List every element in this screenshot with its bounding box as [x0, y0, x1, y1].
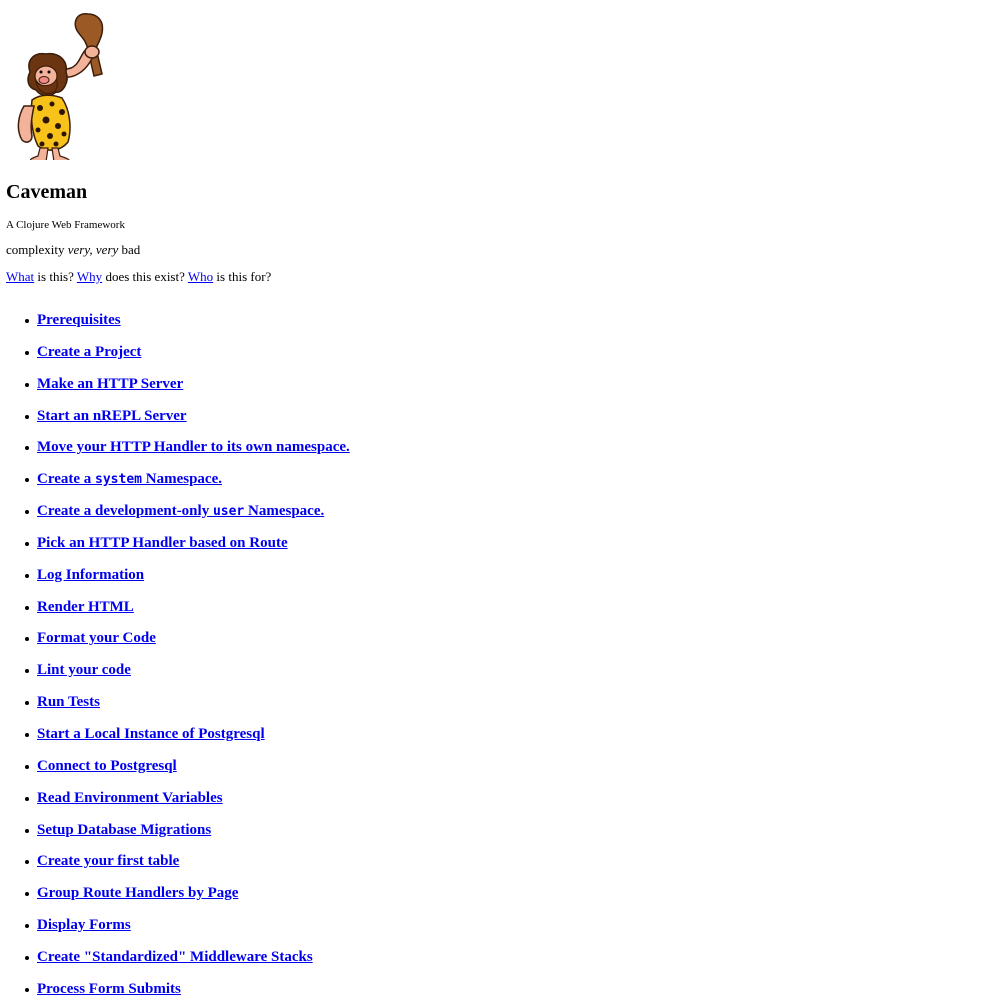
toc-item	[0, 372, 350, 404]
toc-item	[0, 913, 350, 945]
tagline-prefix: complexity	[6, 242, 68, 257]
why-link[interactable]: Why	[76, 269, 103, 284]
page-title: Caveman	[6, 181, 88, 203]
toc-link-display-forms[interactable]: Display Forms	[37, 917, 131, 934]
toc-item	[0, 945, 350, 977]
toc-item	[0, 308, 350, 340]
toc-link-text-before: Create a development-only	[37, 503, 213, 520]
toc-link-process-form-submits[interactable]: Process Form Submits	[37, 980, 181, 997]
toc-link-read-env-vars[interactable]: Read Environment Variables	[37, 789, 223, 806]
toc-link-create-system-namespace[interactable]	[37, 471, 222, 487]
toc-link-start-nrepl-server[interactable]: Start an nREPL Server	[37, 407, 187, 424]
tagline-emphasis: very, very	[67, 242, 119, 257]
what-text: is this?	[34, 269, 77, 284]
table-of-contents	[0, 308, 350, 1000]
toc-link-create-user-namespace[interactable]	[37, 503, 324, 519]
toc-link-text-after: Namespace.	[244, 503, 325, 520]
toc-link-text-before: Create a	[37, 471, 96, 488]
toc-link-format-code[interactable]: Format your Code	[37, 630, 156, 647]
toc-link-lint-code[interactable]: Lint your code	[37, 662, 131, 679]
questions-line	[6, 268, 271, 286]
tagline	[6, 241, 140, 259]
toc-link-make-http-server[interactable]: Make an HTTP Server	[37, 375, 184, 392]
page-subtitle: A Clojure Web Framework	[6, 219, 125, 231]
toc-link-code: system	[95, 472, 142, 488]
toc-link-render-html[interactable]: Render HTML	[37, 598, 134, 615]
toc-item	[0, 340, 350, 372]
toc-link-setup-migrations[interactable]: Setup Database Migrations	[37, 821, 212, 838]
toc-item	[0, 563, 350, 595]
toc-link-pick-http-handler[interactable]: Pick an HTTP Handler based on Route	[37, 534, 288, 551]
who-text: is this for?	[213, 269, 272, 284]
toc-item	[0, 626, 350, 658]
toc-link-start-postgresql[interactable]: Start a Local Instance of Postgresql	[37, 725, 265, 742]
what-link[interactable]: What	[6, 269, 35, 284]
toc-link-group-route-handlers[interactable]: Group Route Handlers by Page	[37, 885, 239, 902]
toc-item	[0, 595, 350, 627]
toc-item	[0, 818, 350, 850]
toc-item	[0, 404, 350, 436]
toc-link-log-information[interactable]: Log Information	[37, 566, 145, 583]
toc-link-run-tests[interactable]: Run Tests	[37, 694, 100, 711]
toc-link-text-after: Namespace.	[142, 471, 222, 488]
why-text: does this exist?	[102, 269, 188, 284]
toc-link-move-http-handler[interactable]: Move your HTTP Handler to its own namespace.	[37, 439, 350, 456]
toc-link-middleware-stacks[interactable]: Create "Standardized" Middleware Stacks	[37, 948, 313, 965]
caveman-logo-icon	[10, 10, 118, 160]
who-link[interactable]: Who	[187, 269, 214, 284]
toc-item	[0, 690, 350, 722]
tagline-suffix: bad	[118, 242, 141, 257]
toc-item	[0, 531, 350, 563]
toc-link-connect-postgresql[interactable]: Connect to Postgresql	[37, 757, 177, 774]
toc-item	[0, 722, 350, 754]
toc-link-code: user	[212, 504, 245, 520]
toc-item	[0, 786, 350, 818]
toc-item	[0, 849, 350, 881]
toc-item	[0, 499, 350, 531]
toc-link-create-a-project[interactable]: Create a Project	[37, 343, 142, 360]
toc-item	[0, 754, 350, 786]
toc-item	[0, 658, 350, 690]
toc-item	[0, 977, 350, 1000]
toc-item	[0, 467, 350, 499]
toc-item	[0, 881, 350, 913]
toc-link-create-first-table[interactable]: Create your first table	[37, 853, 180, 870]
toc-item	[0, 435, 350, 467]
toc-link-prerequisites[interactable]: Prerequisites	[37, 312, 121, 328]
